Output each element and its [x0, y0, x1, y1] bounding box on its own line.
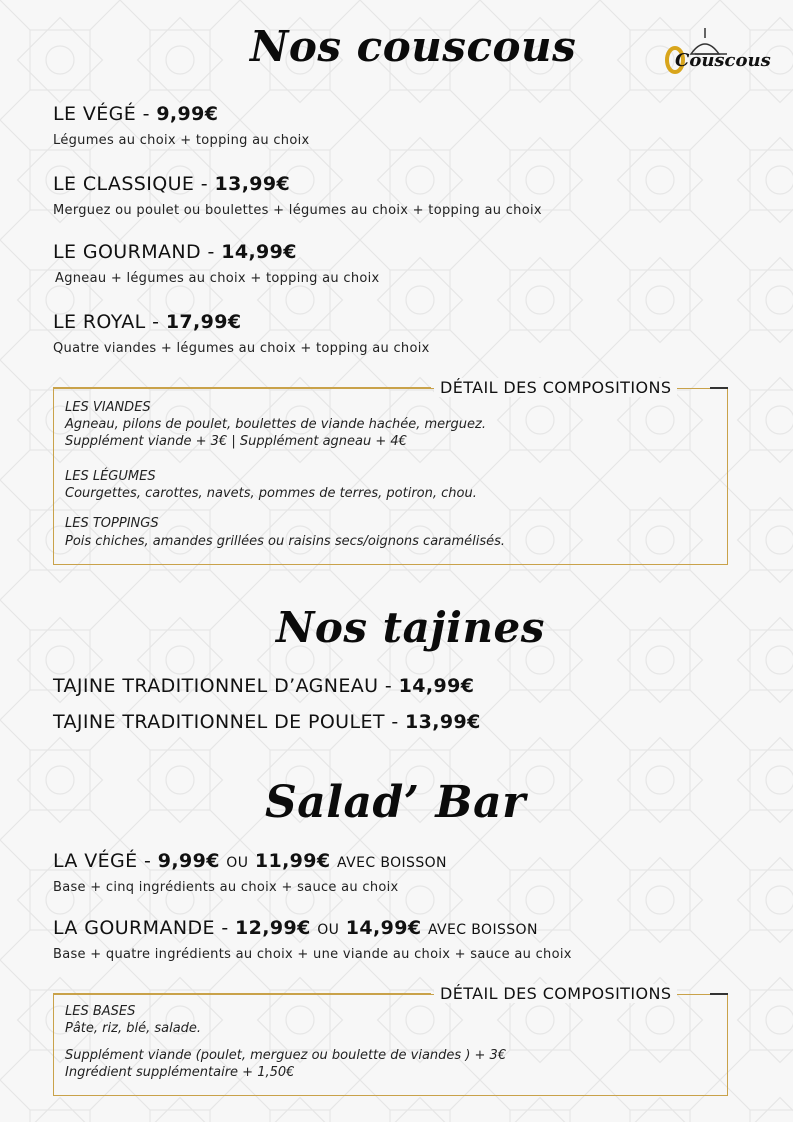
- menu-item-title: TAJINE TRADITIONNEL D’AGNEAU - 14,99€: [53, 675, 475, 697]
- composition-line: Pâte, riz, blé, salade.: [65, 1021, 202, 1036]
- menu-item-title: LE VÉGÉ - 9,99€: [53, 103, 219, 125]
- box-divider: [53, 993, 431, 995]
- compositions-label: DÉTAIL DES COMPOSITIONS: [434, 984, 677, 1003]
- menu-item-title: TAJINE TRADITIONNEL DE POULET - 13,99€: [53, 711, 481, 733]
- menu-item-description: Base + cinq ingrédients au choix + sauce au choix: [53, 880, 399, 895]
- composition-line: Supplément viande (poulet, merguez ou boulette de viandes ) + 3€: [65, 1048, 507, 1063]
- menu-item-description: Merguez ou poulet ou boulettes + légumes au choix + topping au choix: [53, 203, 542, 218]
- menu-item-title: LE ROYAL - 17,99€: [53, 311, 242, 333]
- price: 14,99€: [221, 241, 297, 263]
- price-alt: 11,99€: [254, 850, 331, 872]
- menu-item-description: Quatre viandes + légumes au choix + topping au choix: [53, 341, 430, 356]
- menu-item-title: LE GOURMAND - 14,99€: [53, 241, 297, 263]
- price: 9,99€: [156, 103, 219, 125]
- price: 12,99€: [235, 917, 311, 939]
- menu-item-title: LE CLASSIQUE - 13,99€: [53, 173, 291, 195]
- price: 13,99€: [214, 173, 291, 195]
- composition-line: Courgettes, carottes, navets, pommes de terres, potiron, chou.: [65, 486, 477, 501]
- box-divider: [710, 993, 728, 995]
- price-alt: 14,99€: [345, 917, 422, 939]
- price: 13,99€: [405, 711, 481, 733]
- price: 9,99€: [157, 850, 220, 872]
- composition-line: LES LÉGUMES: [65, 469, 156, 484]
- box-divider: [53, 387, 431, 389]
- logo-text: Couscous: [675, 50, 771, 71]
- menu-item-description: Légumes au choix + topping au choix: [53, 133, 310, 148]
- menu-item-description: Agneau + légumes au choix + topping au choix: [55, 271, 380, 286]
- composition-line: Supplément viande + 3€ | Supplément agneau + 4€: [65, 434, 407, 449]
- composition-line: LES VIANDES: [65, 400, 151, 415]
- section-heading-couscous: Nos couscous: [250, 22, 577, 71]
- compositions-label: DÉTAIL DES COMPOSITIONS: [434, 378, 677, 397]
- menu-item-title: LA VÉGÉ - 9,99€ OU 11,99€ AVEC BOISSON: [53, 850, 447, 872]
- price: 17,99€: [165, 311, 242, 333]
- composition-line: Pois chiches, amandes grillées ou raisins secs/oignons caramélisés.: [65, 534, 506, 549]
- menu-item-description: Base + quatre ingrédients au choix + une viande au choix + sauce au choix: [53, 947, 572, 962]
- composition-line: LES BASES: [65, 1004, 136, 1019]
- composition-line: Ingrédient supplémentaire + 1,50€: [65, 1065, 295, 1080]
- box-divider: [710, 387, 728, 389]
- menu-item-title: LA GOURMANDE - 12,99€ OU 14,99€ AVEC BOISSON: [53, 917, 538, 939]
- section-heading-tajines: Nos tajines: [276, 603, 545, 652]
- composition-line: Agneau, pilons de poulet, boulettes de viande hachée, merguez.: [65, 417, 486, 432]
- price: 14,99€: [398, 675, 475, 697]
- section-heading-salad-bar: Salad’ Bar: [265, 777, 526, 828]
- brand-logo: [665, 24, 769, 80]
- composition-line: LES TOPPINGS: [65, 516, 159, 531]
